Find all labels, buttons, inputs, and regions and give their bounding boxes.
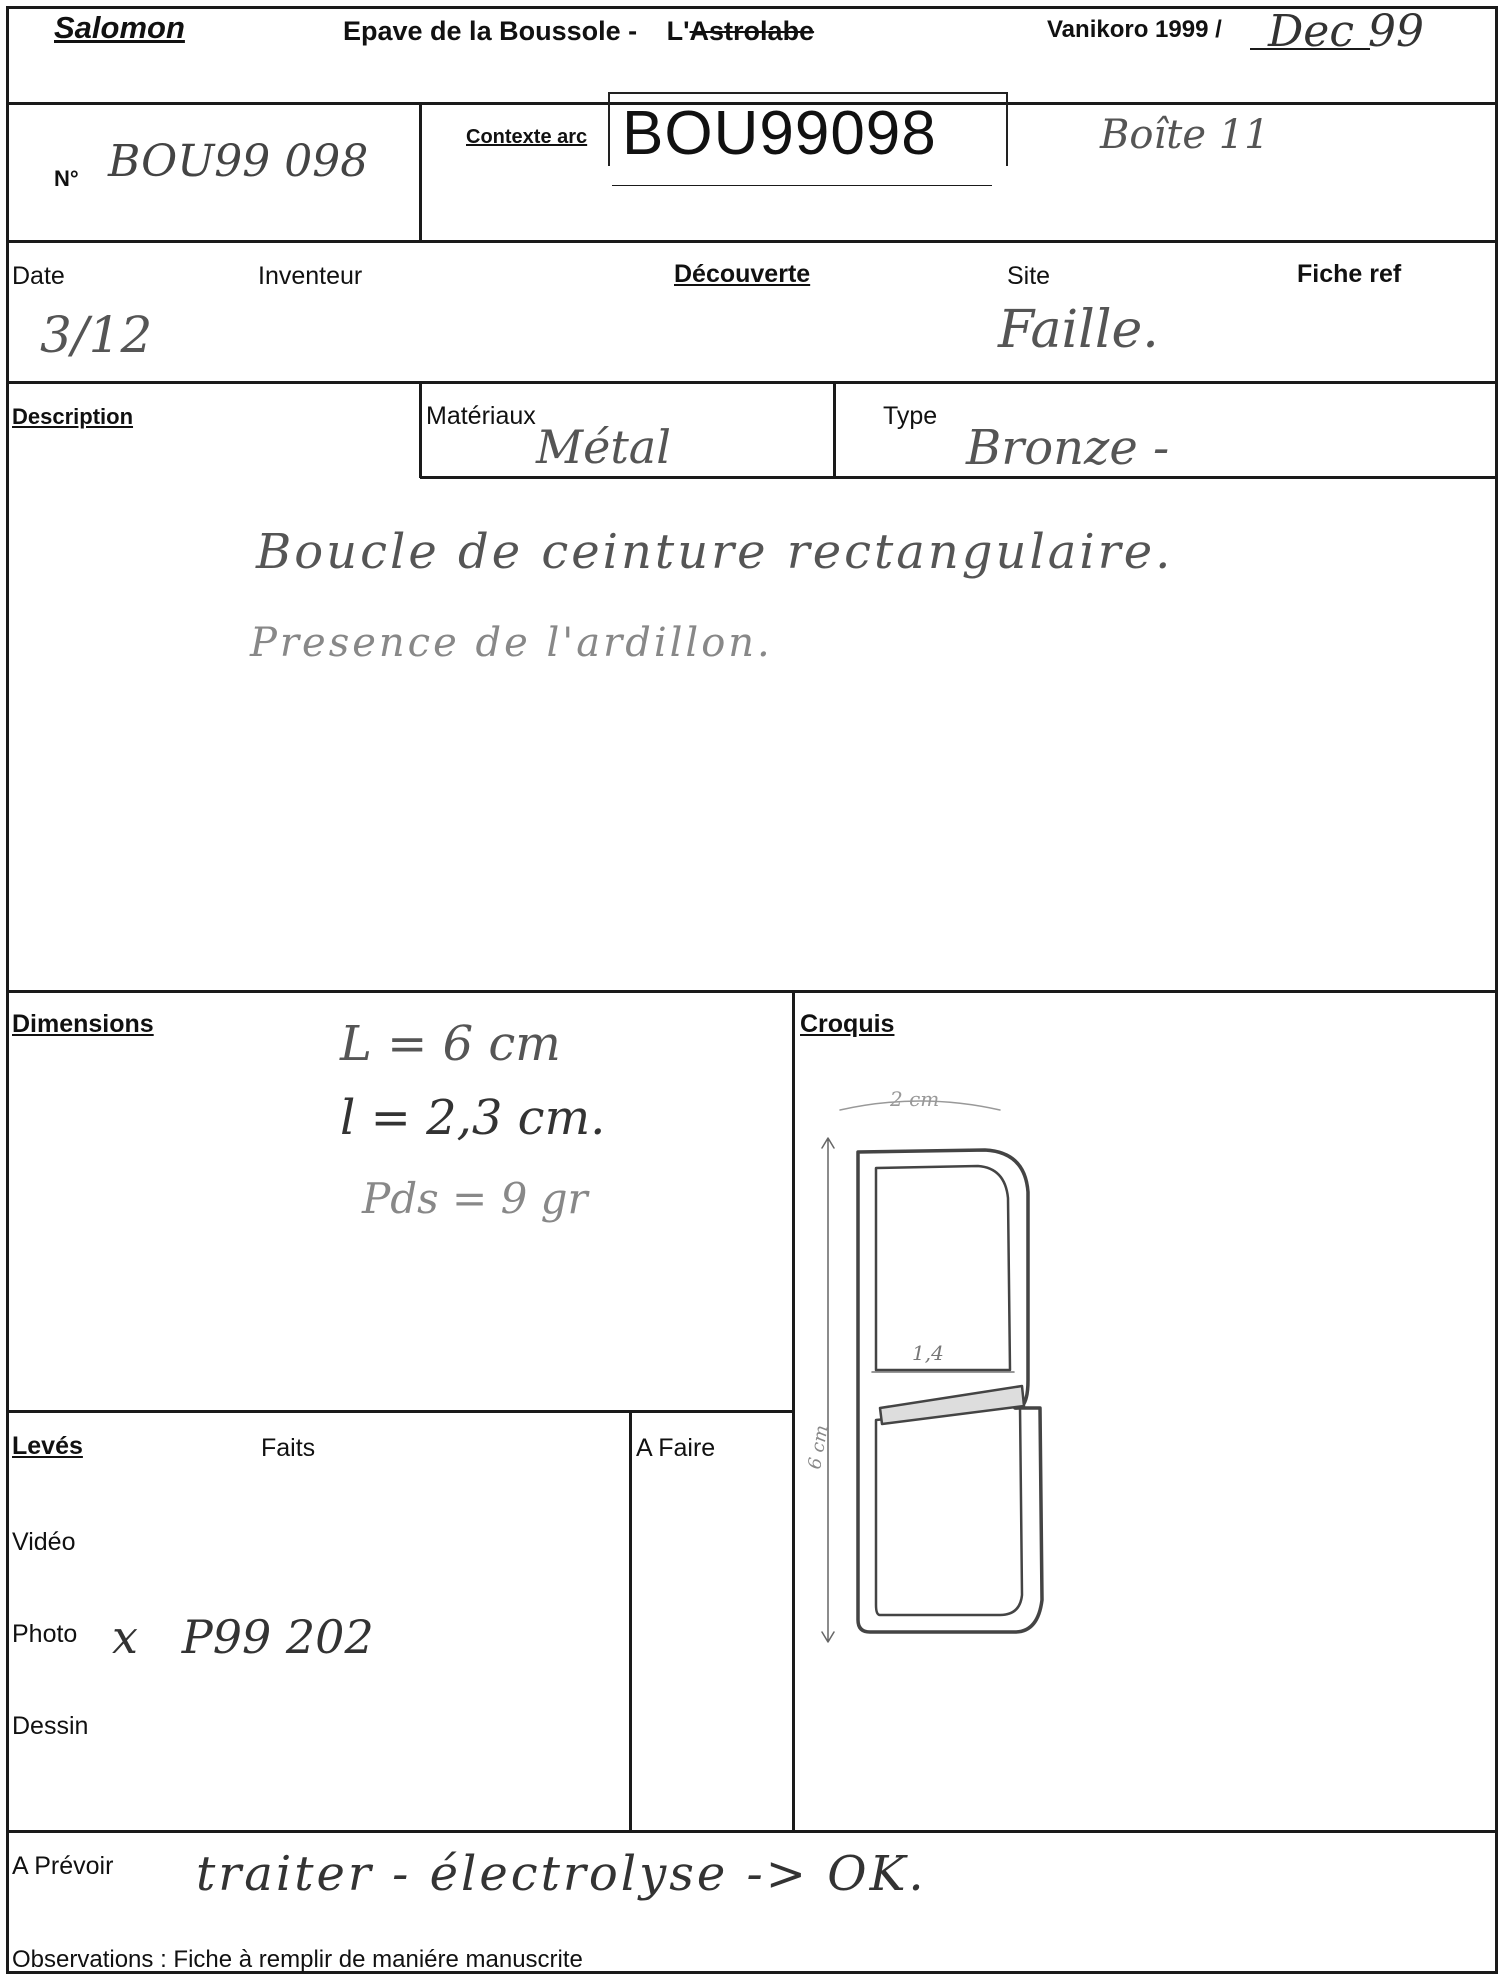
description-label: Description	[12, 404, 134, 429]
rule-identity-divider	[419, 102, 422, 240]
fiche-ref-label: Fiche ref	[1297, 260, 1402, 288]
height-arrow	[822, 1138, 834, 1642]
brand-name: Salomon	[54, 10, 185, 45]
dimension-width: l = 2,3 cm.	[340, 1090, 606, 1146]
rule-materials-bottom	[420, 476, 1498, 479]
rule-description	[6, 990, 1498, 993]
sketch-inner-annotation: 1,4	[912, 1341, 944, 1365]
buckle-inner-bottom	[876, 1406, 1022, 1615]
rule-sketch-divider	[792, 990, 795, 1830]
buckle-inner-top	[876, 1166, 1010, 1370]
photo-label: Photo	[12, 1620, 78, 1648]
type-label: Type	[883, 402, 938, 430]
discovery-label: Découverte	[674, 260, 811, 288]
site-label: Site	[1007, 262, 1051, 290]
rule-identity	[6, 240, 1498, 243]
form-title-struck: Astrolabe	[689, 16, 815, 46]
rule-surveys	[6, 1830, 1498, 1833]
sketch-width-annotation: 2 cm	[890, 1087, 940, 1111]
date-label: Date	[12, 262, 65, 290]
sketch-label: Croquis	[800, 1010, 895, 1038]
inventor-label: Inventeur	[258, 262, 363, 290]
materials-value: Métal	[536, 420, 671, 474]
done-label: Faits	[261, 1434, 316, 1462]
buckle-sketch	[800, 1080, 1060, 1680]
sketch-height-annotation: 6 cm	[804, 1423, 833, 1471]
year-underline	[1250, 48, 1370, 50]
dimension-length: L = 6 cm	[340, 1016, 561, 1072]
number-value: BOU99 098	[108, 136, 369, 187]
dimension-weight: Pds = 9 gr	[362, 1174, 588, 1223]
observations-text: Observations : Fiche à remplir de maniére manuscrite	[12, 1946, 583, 1973]
type-value: Bronze -	[966, 420, 1170, 476]
form-title-l: L'	[666, 16, 690, 46]
description-line-2: Presence de l'ardillon.	[250, 620, 773, 666]
form-title	[343, 16, 814, 47]
date-value: 3/12	[40, 306, 153, 364]
planning-value: traiter - électrolyse -> OK.	[196, 1846, 927, 1902]
dimensions-label: Dimensions	[12, 1010, 154, 1038]
box-value: Boîte 11	[1100, 112, 1270, 158]
photo-value: x P99 202	[112, 1610, 374, 1664]
video-label: Vidéo	[12, 1528, 76, 1556]
context-value: BOU99098	[622, 99, 937, 168]
materials-label: Matériaux	[426, 402, 536, 430]
year-label: Vanikoro 1999 /	[1047, 16, 1222, 43]
rule-materials-left	[419, 381, 422, 478]
rule-discovery	[6, 381, 1498, 384]
drawing-label: Dessin	[12, 1712, 89, 1740]
rule-dimensions	[6, 1410, 794, 1413]
context-underline	[612, 185, 992, 186]
context-label: Contexte arc	[466, 126, 588, 148]
rule-materials-right	[833, 381, 836, 478]
number-label: N°	[54, 166, 79, 191]
rule-surveys-divider	[629, 1410, 632, 1830]
planning-label: A Prévoir	[12, 1852, 114, 1880]
todo-label: A Faire	[636, 1434, 716, 1462]
description-line-1: Boucle de ceinture rectangulaire.	[256, 524, 1174, 580]
site-value: Faille.	[998, 300, 1159, 360]
form-title-prefix: Epave de la Boussole -	[343, 16, 638, 46]
context-stamp	[608, 92, 1008, 166]
year-handwritten: Dec 99	[1268, 6, 1424, 57]
surveys-label: Levés	[12, 1432, 83, 1460]
buckle-tongue	[880, 1386, 1024, 1424]
